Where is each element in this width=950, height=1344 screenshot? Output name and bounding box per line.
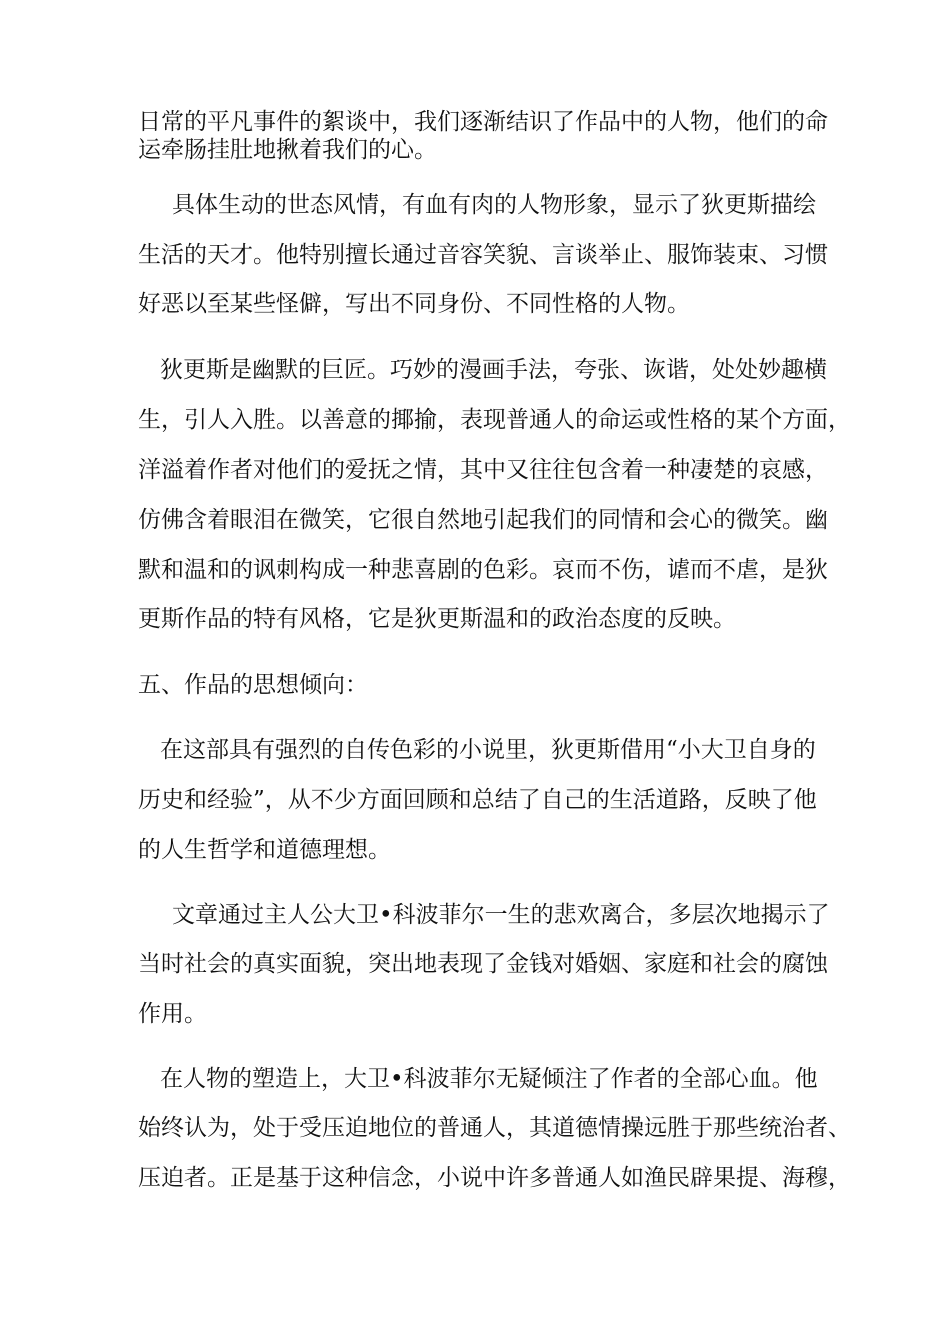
text-line: 在人物的塑造上，大卫•科波菲尔无疑倾注了作者的全部心血。他 [160, 1066, 818, 1092]
text-line: 当时社会的真实面貌，突出地表现了金钱对婚姻、家庭和社会的腐蚀 [138, 951, 828, 977]
text-line: 好恶以至某些怪僻，写出不同身份、不同性格的人物。 [138, 291, 690, 317]
heading-text: 五、作品的思想倾向： [138, 672, 368, 698]
text-line: 生活的天才。他特别擅长通过音容笑貌、言谈举止、服饰装束、习惯 [138, 242, 828, 268]
text-line: 运牵肠挂肚地揪着我们的心。 [138, 137, 437, 163]
text-line: 历史和经验”，从不少方面回顾和总结了自己的生活道路，反映了他 [138, 787, 817, 813]
text-line: 生，引人入胜。以善意的揶揄，表现普通人的命运或性格的某个方面， [138, 407, 851, 433]
text-line: 文章通过主人公大卫•科波菲尔一生的悲欢离合，多层次地揭示了 [172, 902, 830, 928]
text-line: 日常的平凡事件的絮谈中，我们逐渐结识了作品中的人物，他们的命 [138, 109, 828, 135]
text-line: 默和温和的讽刺构成一种悲喜剧的色彩。哀而不伤，谑而不虐，是狄 [138, 557, 828, 583]
text-line: 作用。 [138, 1001, 207, 1027]
text-line: 压迫者。正是基于这种信念，小说中许多普通人如渔民辟果提、海穆， [138, 1165, 851, 1191]
text-line: 始终认为，处于受压迫地位的普通人，其道德情操远胜于那些统治者、 [138, 1115, 851, 1141]
text-line: 在这部具有强烈的自传色彩的小说里，狄更斯借用“小大卫自身的 [160, 737, 816, 763]
text-line: 仿佛含着眼泪在微笑，它很自然地引起我们的同情和会心的微笑。幽 [138, 507, 828, 533]
text-line: 更斯作品的特有风格，它是狄更斯温和的政治态度的反映。 [138, 606, 736, 632]
text-line: 具体生动的世态风情，有血有肉的人物形象，显示了狄更斯描绘 [172, 192, 816, 218]
text-line: 的人生哲学和道德理想。 [138, 837, 391, 863]
text-line: 洋溢着作者对他们的爱抚之情，其中又往往包含着一种凄楚的哀感， [138, 457, 828, 483]
text-line: 狄更斯是幽默的巨匠。巧妙的漫画手法，夸张、诙谐，处处妙趣横 [160, 357, 827, 383]
